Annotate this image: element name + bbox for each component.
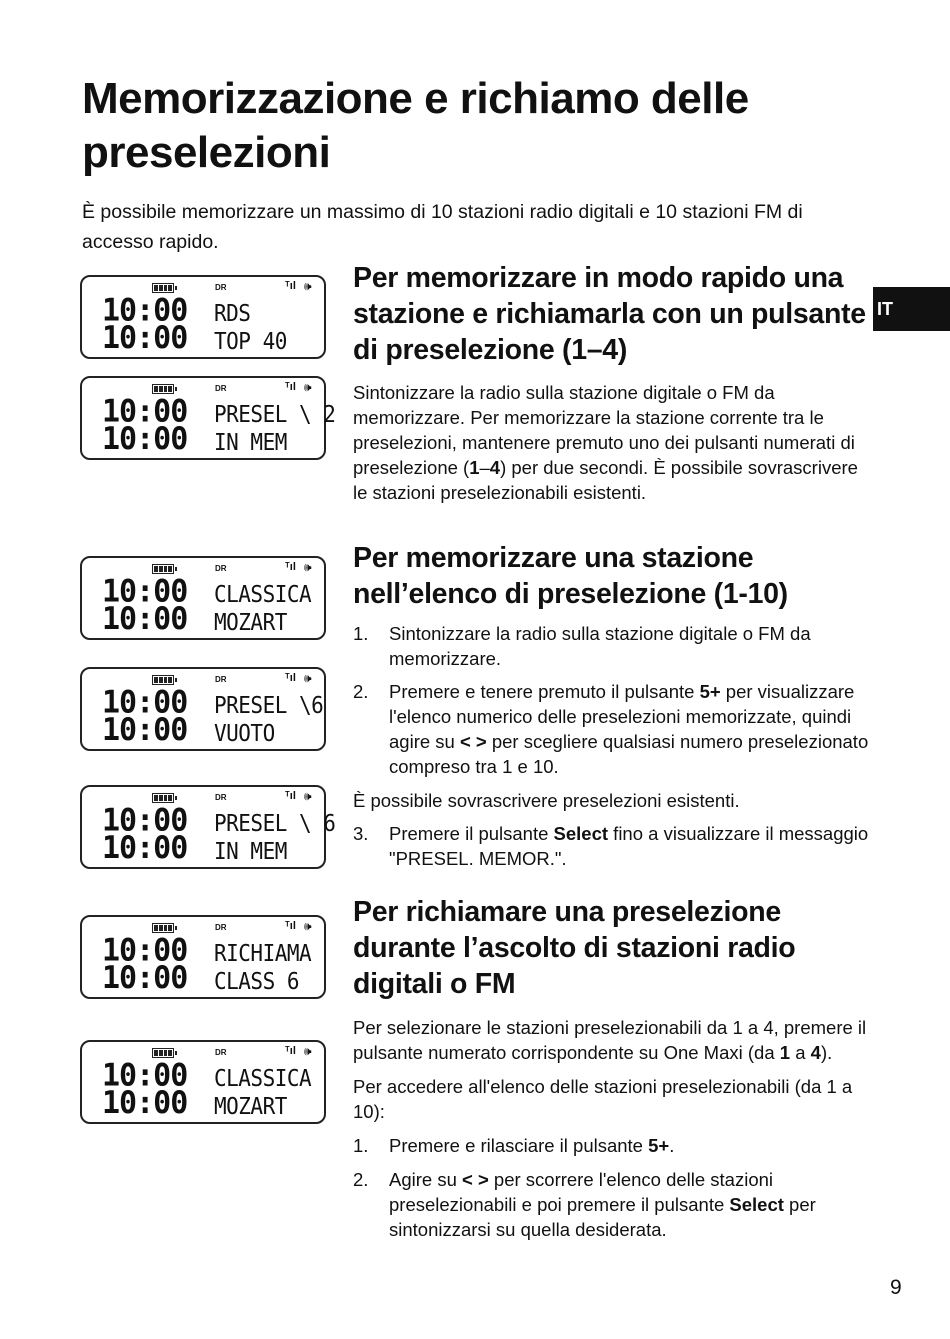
text-run: Premere e tenere premuto il pulsante	[389, 681, 700, 702]
lcd-line-2: VUOTO	[214, 720, 275, 747]
text-run: ) per due secondi. È possibile sovrascrivere le stazioni preselezionabili esistenti.	[353, 457, 858, 503]
signal-icon: ᵀıl	[285, 381, 296, 393]
lcd-display	[80, 915, 326, 999]
clock-time-bottom: 10:00	[102, 319, 188, 357]
lcd-line-2: IN MEM	[214, 429, 287, 456]
clock-time-bottom: 10:00	[102, 959, 188, 997]
list-item	[353, 621, 873, 671]
clock-time-top: 10:00	[102, 573, 188, 611]
lcd-line-2: CLASS 6	[214, 968, 300, 995]
dr-label: DR	[215, 564, 227, 573]
lcd-line-1: PRESEL \6	[214, 692, 324, 719]
lcd-line-1: PRESEL \ 6	[214, 810, 336, 837]
step-number: 2.	[353, 1169, 369, 1190]
lcd-line-1: RDS	[214, 300, 251, 327]
section-heading: Per memorizzare in modo rapido una stazione e richiamarla con un pulsante di preselezione (1–4)	[353, 262, 866, 366]
text-run: a	[790, 1042, 811, 1063]
text-run-bold: 4	[489, 457, 501, 478]
lcd-display	[80, 376, 336, 460]
lcd-clock	[102, 1057, 212, 1122]
page-number: 9	[890, 1276, 902, 1299]
lcd-display	[80, 1040, 326, 1124]
text-run: fino a visualizzare il messaggio "PRESEL. MEMOR.".	[389, 823, 869, 869]
section-recall-preset	[353, 894, 873, 1242]
clock-time-top: 10:00	[102, 393, 188, 431]
text-run-bold: 4	[810, 1042, 821, 1063]
text-run: Sintonizzare la radio sulla stazione digitale o FM da memorizzare.	[389, 623, 811, 669]
step-number: 1.	[353, 1135, 369, 1156]
text-run: per visualizzare l'elenco numerico delle preselezioni memorizzate, quindi agire su	[389, 681, 855, 752]
section-note: È possibile sovrascrivere preselezioni esistenti.	[353, 790, 740, 811]
speaker-icon: 🕪	[304, 1044, 312, 1058]
clock-time-top: 10:00	[102, 1057, 188, 1095]
clock-time-top: 10:00	[102, 802, 188, 840]
section-quick-preset	[353, 260, 873, 505]
clock-time-bottom: 10:00	[102, 420, 188, 458]
section-heading: Per memorizzare una stazione nell’elenco di preselezione (1-10)	[353, 542, 788, 610]
signal-icon: ᵀıl	[285, 920, 296, 932]
lcd-display	[80, 667, 326, 751]
text-run: Agire su	[389, 1169, 463, 1190]
text-run: Premere e rilasciare il pulsante	[389, 1135, 649, 1156]
clock-time-bottom: 10:00	[102, 829, 188, 867]
lcd-clock	[102, 393, 212, 458]
lcd-display	[80, 275, 326, 359]
text-run: per scegliere qualsiasi numero preselezionato compreso tra 1 e 10.	[389, 731, 869, 777]
dr-label: DR	[215, 384, 227, 393]
lcd-line-1: PRESEL \ 2	[214, 401, 336, 428]
text-run-bold: < >	[459, 731, 487, 752]
lcd-display	[80, 785, 336, 869]
text-run-bold: 1	[779, 1042, 791, 1063]
signal-icon: ᵀıl	[285, 790, 296, 802]
text-run-bold: 5+	[699, 681, 721, 702]
dr-label: DR	[215, 675, 227, 684]
speaker-icon: 🕪	[304, 789, 312, 803]
text-run-bold: 1	[469, 457, 480, 478]
lcd-line-1: CLASSICA	[214, 1065, 312, 1092]
clock-time-top: 10:00	[102, 684, 188, 722]
text-run-bold: < >	[462, 1169, 489, 1190]
step-number: 1.	[353, 623, 369, 644]
text-run: per sintonizzarsi su quella desiderata.	[389, 1194, 816, 1240]
text-run-bold: Select	[553, 823, 609, 844]
lcd-clock	[102, 932, 212, 997]
text-run: per scorrere l'elenco delle stazioni preselezionabili e poi premere il pulsante	[389, 1169, 774, 1215]
text-run: .	[669, 1135, 675, 1156]
section-body	[353, 1015, 873, 1065]
list-item	[353, 1133, 873, 1158]
text-run: Sintonizzare la radio sulla stazione digitale o FM da memorizzare. Per memorizzare la stazione corrente tra le preselezioni, mantenere premuto uno dei pulsanti numerati di preselezione (	[353, 382, 855, 478]
clock-time-top: 10:00	[102, 292, 188, 330]
signal-icon: ᵀıl	[285, 672, 296, 684]
steps-list	[353, 621, 873, 779]
clock-time-bottom: 10:00	[102, 600, 188, 638]
lcd-clock	[102, 292, 212, 357]
signal-icon: ᵀıl	[285, 561, 296, 573]
signal-icon: ᵀıl	[285, 280, 296, 292]
lcd-display	[80, 556, 326, 640]
steps-list	[353, 821, 873, 871]
dr-label: DR	[215, 923, 227, 932]
text-run: –	[479, 457, 490, 478]
speaker-icon: 🕪	[304, 380, 312, 394]
signal-icon: ᵀıl	[285, 1045, 296, 1057]
steps-list	[353, 1133, 873, 1242]
section-preset-list	[353, 540, 873, 871]
language-tab: IT	[873, 287, 950, 331]
lcd-line-1: CLASSICA	[214, 581, 312, 608]
lcd-line-1: RICHIAMA	[214, 940, 312, 967]
lcd-clock	[102, 684, 212, 749]
speaker-icon: 🕪	[304, 279, 312, 293]
lcd-clock	[102, 573, 212, 638]
list-item	[353, 679, 873, 779]
lcd-line-2: TOP 40	[214, 328, 287, 355]
page-title: Memorizzazione e richiamo delle preselezioni	[82, 74, 749, 177]
section-heading: Per richiamare una preselezione durante l’ascolto di stazioni radio digitali o FM	[353, 896, 796, 1000]
intro-text: È possibile memorizzare un massimo di 10 stazioni radio digitali e 10 stazioni FM di accesso rapido.	[82, 201, 803, 253]
lcd-line-2: MOZART	[214, 609, 287, 636]
text-run: Premere il pulsante	[389, 823, 554, 844]
text-run: Per selezionare le stazioni preselezionabili da 1 a 4, premere il pulsante numerato corrispondente su One Maxi (da	[353, 1017, 867, 1063]
clock-time-bottom: 10:00	[102, 711, 188, 749]
text-run-bold: Select	[729, 1194, 784, 1215]
dr-label: DR	[215, 283, 227, 292]
clock-time-bottom: 10:00	[102, 1084, 188, 1122]
lcd-clock	[102, 802, 212, 867]
step-number: 3.	[353, 823, 369, 844]
section-body: Per accedere all'elenco delle stazioni preselezionabili (da 1 a 10):	[353, 1076, 853, 1122]
list-item	[353, 821, 873, 871]
step-number: 2.	[353, 681, 369, 702]
section-body	[353, 380, 873, 505]
dr-label: DR	[215, 1048, 227, 1057]
lcd-line-2: IN MEM	[214, 838, 287, 865]
clock-time-top: 10:00	[102, 932, 188, 970]
speaker-icon: 🕪	[304, 919, 312, 933]
text-run: ).	[820, 1042, 833, 1063]
speaker-icon: 🕪	[304, 560, 312, 574]
speaker-icon: 🕪	[304, 671, 312, 685]
list-item	[353, 1167, 873, 1242]
text-run-bold: 5+	[648, 1135, 670, 1156]
lcd-line-2: MOZART	[214, 1093, 287, 1120]
dr-label: DR	[215, 793, 227, 802]
